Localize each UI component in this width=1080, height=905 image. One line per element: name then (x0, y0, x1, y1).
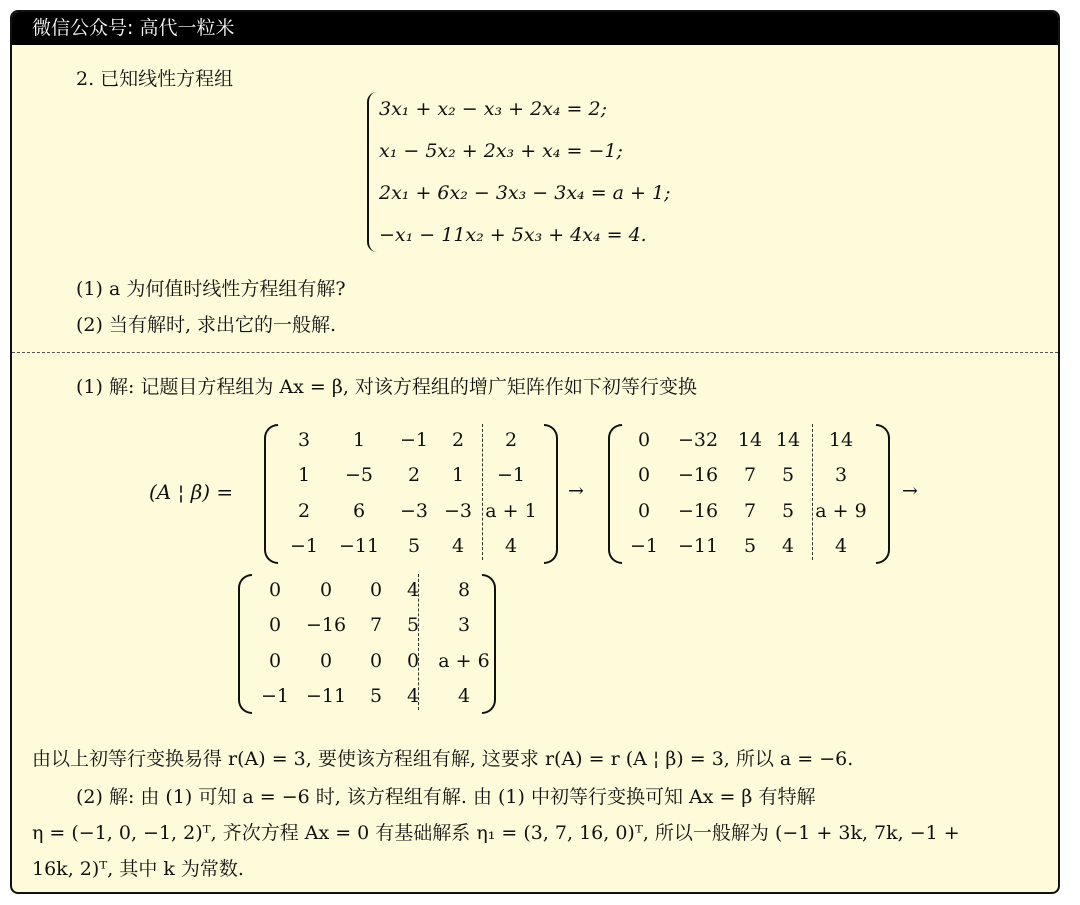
matrix-cell: 5 (781, 499, 795, 522)
matrix-cell: 3 (457, 614, 471, 637)
matrix-cell: −32 (677, 428, 719, 451)
question-1: (1) a 为何值时线性方程组有解? (76, 278, 346, 300)
matrix-cell: 2 (407, 464, 421, 487)
matrix-cell: 1 (297, 464, 311, 487)
matrix-2 (622, 422, 876, 564)
matrix-cell: −1 (399, 428, 428, 451)
matrix-cell: 0 (637, 464, 651, 487)
matrix-cell: 0 (268, 578, 282, 601)
matrix-row (252, 679, 500, 715)
matrix-cell: 8 (457, 578, 471, 601)
matrix-cell: 4 (406, 685, 420, 708)
matrix-cell: 1 (352, 428, 366, 451)
solution-part2-line3: 16k, 2)ᵀ, 其中 k 为常数. (32, 858, 244, 880)
matrix3-left-paren (238, 574, 252, 714)
matrix-cell: −16 (677, 499, 719, 522)
matrix-cell: 0 (369, 578, 383, 601)
matrix-1 (278, 422, 546, 564)
matrix-row (622, 422, 876, 458)
matrix-cell: 0 (319, 578, 333, 601)
card-header: 微信公众号: 高代一粒米 (12, 12, 1058, 45)
matrix1-left-paren (264, 424, 278, 564)
augmented-matrix-label: (A ¦ β) = (149, 480, 234, 504)
arrow-1: → (568, 480, 584, 502)
matrix-cell: 4 (504, 535, 518, 558)
matrix-cell: 4 (406, 578, 420, 601)
matrix-cell: −16 (305, 614, 347, 637)
matrix-cell: 5 (406, 614, 420, 637)
matrix-row (278, 493, 546, 529)
matrix-cell: −1 (289, 535, 318, 558)
matrix-cell: 14 (828, 428, 854, 451)
matrix-cell: 7 (743, 464, 757, 487)
arrow-2: → (902, 480, 918, 502)
matrix2-separator (812, 424, 813, 560)
matrix-cell: a + 1 (485, 499, 537, 522)
matrix-row (252, 608, 500, 644)
solution-part2-line2: η = (−1, 0, −1, 2)ᵀ, 齐次方程 Ax = 0 有基础解系 η₁ = (3, 7, 16, 0)ᵀ, 所以一般解为 (−1 + 3k, 7k, −1 + (32, 822, 960, 844)
matrix-cell: −3 (399, 499, 428, 522)
matrix-cell: 0 (268, 614, 282, 637)
matrix-cell: −1 (260, 685, 289, 708)
matrix-cell: 5 (781, 464, 795, 487)
matrix-row (278, 529, 546, 565)
question-2: (2) 当有解时, 求出它的一般解. (76, 314, 337, 336)
conclusion-part1: 由以上初等行变换易得 r(A) = 3, 要使该方程组有解, 这要求 r(A) = r (A ¦ β) = 3, 所以 a = −6. (32, 748, 854, 770)
matrix-cell: 4 (457, 685, 471, 708)
matrix-cell: 4 (451, 535, 465, 558)
matrix-cell: −1 (629, 535, 658, 558)
matrix-row (622, 493, 876, 529)
matrix-cell: 0 (319, 649, 333, 672)
matrix-cell: 5 (407, 535, 421, 558)
matrix-cell: a + 6 (438, 649, 490, 672)
matrix-cell: 6 (352, 499, 366, 522)
problem-intro: 2. 已知线性方程组 (76, 68, 234, 90)
solution-part1-intro: (1) 解: 记题目方程组为 Ax = β, 对该方程组的增广矩阵作如下初等行变换 (76, 376, 697, 398)
matrix-cell: 1 (451, 464, 465, 487)
dashed-divider (12, 352, 1058, 353)
matrix-cell: −3 (443, 499, 472, 522)
matrix-cell: −11 (305, 685, 347, 708)
matrix-cell: 3 (297, 428, 311, 451)
matrix-row (252, 643, 500, 679)
matrix-cell: 3 (834, 464, 848, 487)
matrix-cell: 7 (369, 614, 383, 637)
matrix-cell: −11 (677, 535, 719, 558)
matrix-cell: 5 (369, 685, 383, 708)
matrix-cell: 7 (743, 499, 757, 522)
left-brace (367, 92, 379, 252)
matrix-cell: −11 (338, 535, 380, 558)
matrix-cell: 14 (775, 428, 801, 451)
matrix-row (252, 572, 500, 608)
matrix-row (278, 458, 546, 494)
matrix-cell: 4 (781, 535, 795, 558)
matrix-cell: −5 (344, 464, 373, 487)
matrix-cell: 2 (504, 428, 518, 451)
matrix-3 (252, 572, 500, 714)
equation-4: −x₁ − 11x₂ + 5x₃ + 4x₄ = 4. (379, 224, 647, 246)
matrix3-right-paren (482, 574, 496, 714)
equation-1: 3x₁ + x₂ − x₃ + 2x₄ = 2; (379, 98, 607, 120)
matrix-cell: 0 (406, 649, 420, 672)
equation-2: x₁ − 5x₂ + 2x₃ + x₄ = −1; (379, 140, 623, 162)
matrix-cell: −16 (677, 464, 719, 487)
matrix-cell: 2 (451, 428, 465, 451)
matrix-cell: 0 (637, 499, 651, 522)
matrix2-left-paren (608, 424, 622, 564)
matrix1-right-paren (544, 424, 558, 564)
equation-3: 2x₁ + 6x₂ − 3x₃ − 3x₄ = a + 1; (379, 182, 671, 204)
matrix-cell: 2 (297, 499, 311, 522)
matrix-cell: 5 (743, 535, 757, 558)
matrix-cell: 0 (268, 649, 282, 672)
matrix-cell: a + 9 (815, 499, 867, 522)
matrix-row (622, 529, 876, 565)
matrix-row (622, 458, 876, 494)
matrix-cell: 0 (637, 428, 651, 451)
matrix-cell: −1 (496, 464, 525, 487)
matrix-cell: 0 (369, 649, 383, 672)
matrix1-separator (482, 424, 483, 560)
matrix3-separator (418, 574, 419, 710)
matrix-cell: 14 (737, 428, 763, 451)
matrix2-right-paren (876, 424, 890, 564)
solution-part2-line1: (2) 解: 由 (1) 可知 a = −6 时, 该方程组有解. 由 (1) 中初等行变换可知 Ax = β 有特解 (76, 786, 816, 808)
matrix-row (278, 422, 546, 458)
problem-card (10, 10, 1060, 894)
matrix-cell: 4 (834, 535, 848, 558)
